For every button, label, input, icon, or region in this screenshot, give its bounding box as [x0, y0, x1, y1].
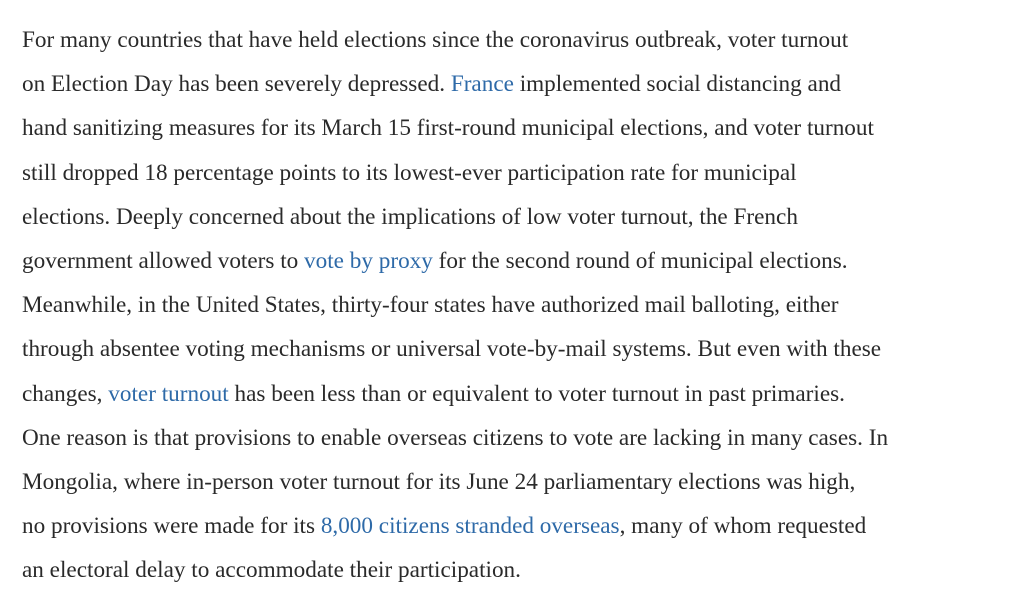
text-line	[22, 372, 1004, 416]
text-line	[22, 106, 1004, 150]
text-segment: still dropped 18 percentage points to its lowest-ever participation rate for municipal	[22, 159, 797, 186]
inline-link[interactable]: voter turnout	[108, 380, 229, 407]
text-segment: hand sanitizing measures for its March 15 first-round municipal elections, and voter turnout	[22, 115, 874, 142]
text-segment: Meanwhile, in the United States, thirty-four states have authorized mail balloting, either	[22, 292, 839, 319]
text-line	[22, 151, 1004, 195]
text-segment: Mongolia, where in-person voter turnout for its June 24 parliamentary elections was high,	[22, 469, 856, 496]
text-line	[22, 239, 1004, 283]
text-line	[22, 195, 1004, 239]
text-segment: has been less than or equivalent to voter turnout in past primaries.	[228, 380, 845, 407]
text-line	[22, 548, 1004, 592]
text-line	[22, 327, 1004, 371]
article-paragraph	[22, 18, 1004, 593]
text-line	[22, 460, 1004, 504]
text-line	[22, 62, 1004, 106]
text-segment: no provisions were made for its	[22, 513, 321, 540]
text-segment: elections. Deeply concerned about the implications of low voter turnout, the French	[22, 203, 798, 230]
text-segment: for the second round of municipal elections.	[432, 248, 848, 275]
text-segment: an electoral delay to accommodate their participation.	[22, 557, 521, 584]
inline-link[interactable]: vote by proxy	[304, 248, 433, 275]
text-line	[22, 18, 1004, 62]
text-segment: One reason is that provisions to enable overseas citizens to vote are lacking in many cases. In	[22, 424, 889, 451]
text-segment: government allowed voters to	[22, 248, 305, 275]
text-segment: For many countries that have held elections since the coronavirus outbreak, voter turnout	[22, 27, 849, 53]
text-segment: implemented social distancing and	[513, 71, 842, 98]
text-segment: through absentee voting mechanisms or universal vote-by-mail systems. But even with these	[22, 336, 882, 363]
inline-link[interactable]: 8,000 citizens stranded overseas	[320, 513, 620, 540]
text-line	[22, 504, 1004, 548]
inline-link[interactable]: France	[450, 71, 514, 98]
text-segment: , many of whom requested	[619, 513, 867, 540]
text-line	[22, 416, 1004, 460]
text-segment: changes,	[22, 380, 109, 407]
text-segment: on Election Day has been severely depressed.	[22, 71, 451, 98]
text-line	[22, 283, 1004, 327]
